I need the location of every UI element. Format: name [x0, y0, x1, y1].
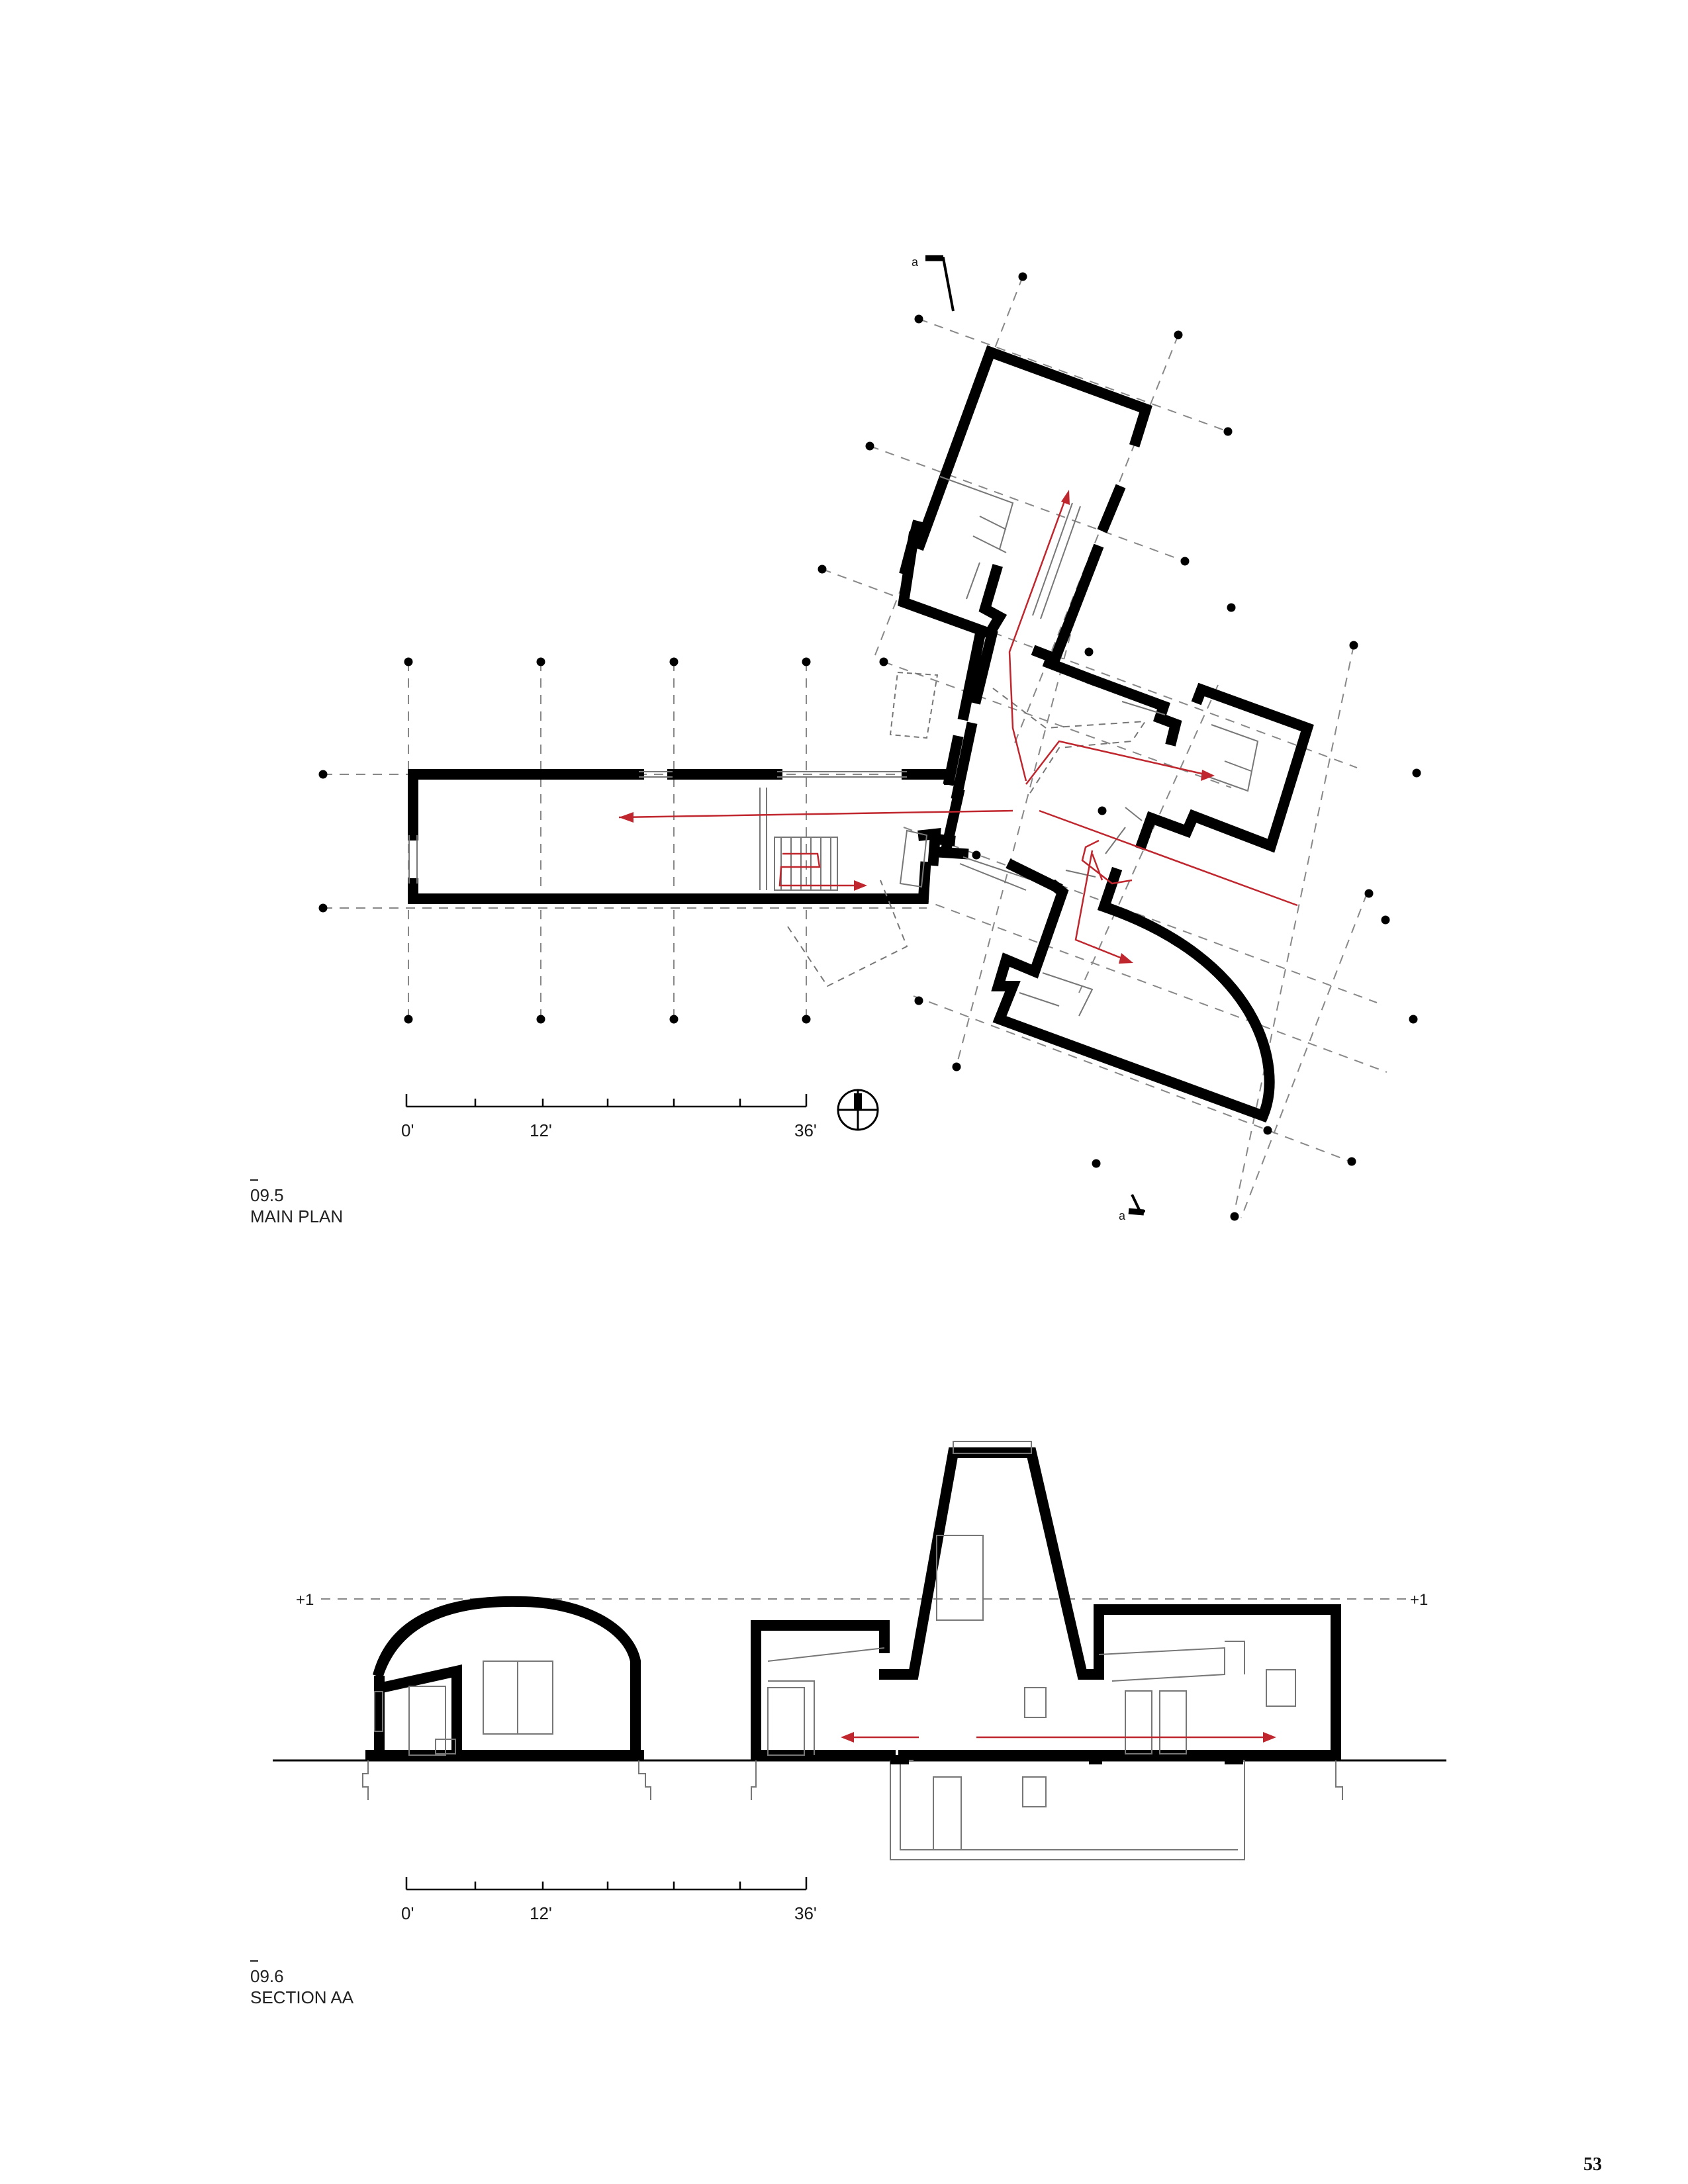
section-marker-label-bottom: a: [1119, 1209, 1126, 1222]
level-marker-left: +1: [296, 1591, 314, 1609]
section-figure-number: 09.6: [250, 1966, 284, 1986]
plan-caption: [250, 1179, 343, 1227]
south-pavilion-walls: [998, 807, 1270, 1116]
section-scale-label-12: 12': [530, 1903, 552, 1923]
tower-block: [751, 1441, 1342, 1860]
plan-grid-dots: [319, 273, 1421, 1221]
plan-grid-lines: [323, 277, 1387, 1218]
section-scale-label-0: 0': [401, 1903, 414, 1923]
plan-figure-title: MAIN PLAN: [250, 1206, 344, 1226]
caption-dash: [250, 1960, 258, 1962]
circulation-arrows: [619, 490, 1297, 964]
main-plan: [319, 255, 1421, 1222]
plan-figure-number: 09.5: [250, 1185, 284, 1205]
plan-scale-label-0: 0': [401, 1120, 414, 1140]
caption-dash: [250, 1179, 258, 1181]
north-wing-walls: [904, 352, 1146, 680]
section-scale-label-36: 36': [794, 1903, 817, 1923]
west-wing-walls: [409, 772, 949, 986]
plan-scale-label-36: 36': [794, 1120, 817, 1140]
level-marker-right: +1: [1410, 1591, 1429, 1609]
section-arrows: [841, 1732, 1276, 1743]
section-caption: [250, 1960, 353, 2008]
page-number: 53: [1583, 2154, 1602, 2175]
north-arrow-icon: [838, 1090, 878, 1130]
section-figure-title: SECTION AA: [250, 1987, 354, 2007]
section-marker-label-top: a: [912, 255, 919, 269]
plan-scale-label-12: 12': [530, 1120, 552, 1140]
section-aa: [273, 1441, 1446, 1923]
plan-scale-bar: [401, 1094, 817, 1140]
east-pavilion-walls: [1092, 680, 1307, 846]
section-scale-bar: [401, 1877, 817, 1923]
vault-pavilion: [363, 1602, 651, 1800]
